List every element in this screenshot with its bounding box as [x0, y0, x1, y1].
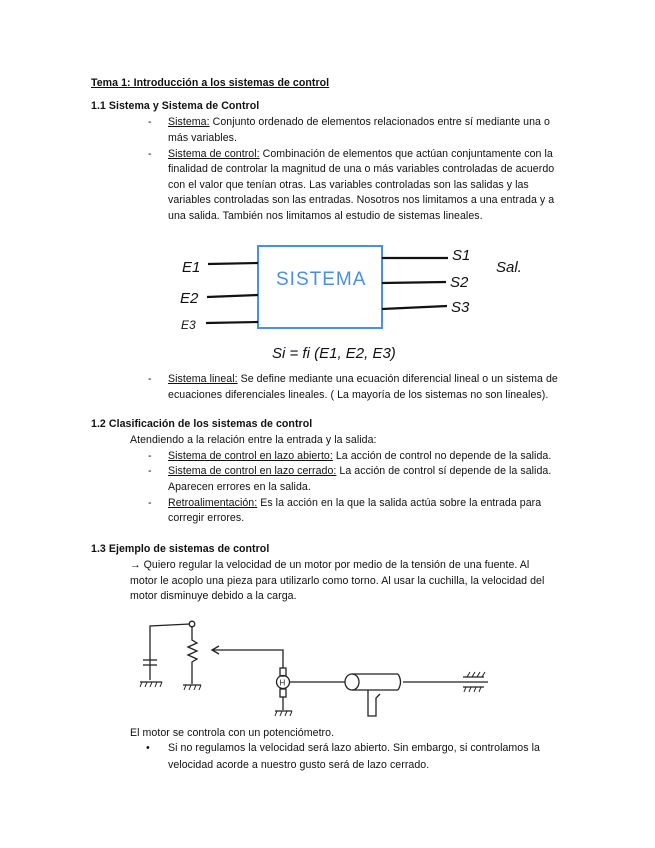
definition-lazo-cerrado [168, 464, 551, 479]
text-line: → Quiero regular la velocidad de un motor por medio de la tensión de una fuente. Al [130, 559, 530, 571]
bullet-dash: - [148, 497, 152, 509]
text-line: Aparecen errores en la salida. [168, 481, 311, 493]
text-line: El motor se controla con un potenciómetro. [130, 727, 335, 739]
text: La acción de control no depende de la salida. [332, 450, 552, 462]
output-label: S3 [451, 299, 470, 316]
text: La acción de control sí depende de la salida. [336, 465, 552, 477]
text-line: ecuaciones diferenciales lineales. ( La mayoría de los sistemas no son lineales). [168, 389, 549, 401]
section-heading-1-3: 1.3 Ejemplo de sistemas de control [91, 543, 270, 555]
text-line: corregir errores. [168, 512, 245, 524]
bullet-dash: - [148, 465, 152, 477]
text-line: Si no regulamos la velocidad será lazo abierto. Sin embargo, si controlamos la [168, 742, 540, 754]
bullet-dash: - [148, 148, 152, 160]
motor-label: H [279, 678, 286, 688]
bullet-dot: • [146, 742, 150, 754]
bullet-dash: - [148, 373, 152, 385]
term: Sistema de control: [168, 148, 260, 160]
document-title: Tema 1: Introducción a los sistemas de control [91, 77, 330, 89]
input-label: E2 [180, 290, 199, 307]
term: Retroalimentación: [168, 497, 258, 509]
term: Sistema de control en lazo abierto: [168, 450, 333, 462]
output-label: S2 [450, 274, 469, 291]
text: Es la acción en la que la salida actúa sobre la entrada para [257, 497, 542, 509]
term: Sistema lineal: [168, 373, 238, 385]
bullet-dash: - [148, 116, 152, 128]
bullet-dash: - [148, 450, 152, 462]
section-heading-1-1: 1.1 Sistema y Sistema de Control [91, 100, 260, 112]
term: Sistema: [168, 116, 210, 128]
text: Se define mediante una ecuación diferencial lineal o un sistema de [237, 373, 558, 385]
output-label: S1 [452, 247, 471, 264]
definition-retroalimentacion [168, 496, 541, 511]
text-line: variables controladas son las entradas. Nosotros nos limitamos a una entrada y a [168, 194, 555, 206]
text-line: con el valor que tenían otras. Las variables controladas son las salidas y las [168, 179, 529, 191]
text-line: motor disminuye debido a la carga. [130, 590, 297, 602]
input-label: E1 [182, 259, 201, 276]
text-line: velocidad acorde a nuestro gusto será de lazo cerrado. [168, 759, 430, 771]
text: Conjunto ordenado de elementos relacionados entre sí mediante una o [209, 116, 550, 128]
input-label: E3 [181, 318, 196, 332]
definition-sistema-lineal [168, 372, 558, 387]
definition-lazo-abierto [168, 449, 551, 464]
term: Sistema de control en lazo cerrado: [168, 465, 337, 477]
outputs-note: Sal. [496, 259, 522, 276]
system-formula: Si = fi (E1, E2, E3) [272, 345, 396, 362]
text-line: motor le acoplo una pieza para utilizarlo como torno. Al usar la cuchilla, la velocidad del [130, 575, 545, 587]
io-lines [206, 258, 448, 323]
system-label: SISTEMA [276, 269, 367, 290]
text-line: más variables. [168, 132, 237, 144]
text-line: finalidad de controlar la magnitud de una o más variables controladas de acuerdo [168, 163, 555, 175]
text-line: una salida. También nos limitamos al estudio de sistemas lineales. [168, 210, 483, 222]
section-heading-1-2: 1.2 Clasificación de los sistemas de control [91, 418, 313, 430]
text: Combinación de elementos que actúan conjuntamente con la [259, 148, 553, 160]
section-intro: Atendiendo a la relación entre la entrada y la salida: [130, 434, 377, 446]
